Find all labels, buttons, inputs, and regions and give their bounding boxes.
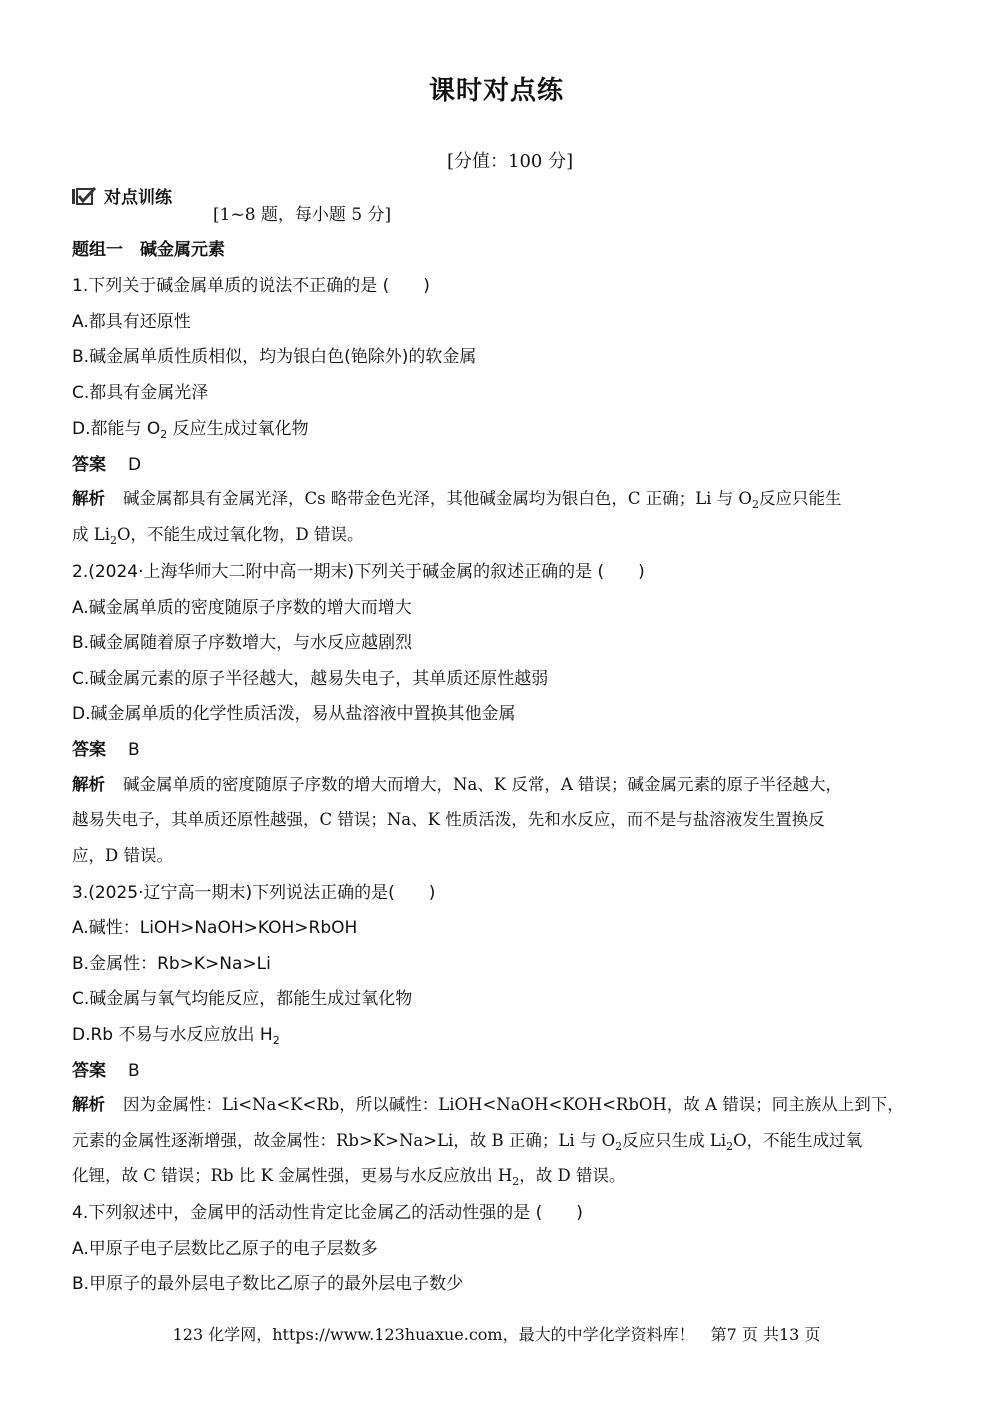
- q1-explanation-line2: 成 $Li_2O$，不能生成过氧化物，D 错误。: [72, 525, 364, 547]
- q2-stem: 2.(2024·上海华师大二附中高一期末)下列关于碱金属的叙述正确的是 ( ): [72, 562, 645, 582]
- q3-option-d: D.Rb 不易与水反应放出 $H_2$: [72, 1025, 280, 1047]
- q3-explanation-line2: 元素的金属性逐渐增强，故金属性：Rb>K>Na>Li，故 B 正确；Li 与 $O_2$反应只生成 $Li_2O$，不能生成过氧: [72, 1131, 863, 1153]
- q3-stem: 3.(2025·辽宁高一期末)下列说法正确的是( ): [72, 883, 436, 903]
- q3-option-c: C.碱金属与氧气均能反应，都能生成过氧化物: [72, 989, 413, 1009]
- q2-option-b: B.碱金属随着原子序数增大，与水反应越剧烈: [72, 633, 413, 653]
- q3-option-b: B.金属性：Rb>K>Na>Li: [72, 954, 271, 974]
- q4-option-b: B.甲原子的最外层电子数比乙原子的最外层电子数少: [72, 1274, 464, 1294]
- q1-option-a: A.都具有还原性: [72, 312, 191, 332]
- q4-stem: 4.下列叙述中，金属甲的活动性肯定比金属乙的活动性强的是 ( ): [72, 1203, 583, 1223]
- q1-option-c: C.都具有金属光泽: [72, 383, 209, 403]
- q1-option-d: D.都能与 $O_2$ 反应生成过氧化物: [72, 419, 309, 441]
- q1-option-b: B.碱金属单质性质相似，均为银白色(铯除外)的软金属: [72, 347, 477, 367]
- q2-option-a: A.碱金属单质的密度随原子序数的增大而增大: [72, 598, 412, 618]
- page-title: 课时对点练: [428, 76, 564, 106]
- q3-explanation-line1: 解析 因为金属性：Li<Na<K<Rb，所以碱性：LiOH<NaOH<KOH<RbOH，故 A 错误；同主族从上到下，: [72, 1095, 904, 1114]
- q3-explanation-line3: 化锂，故 C 错误；Rb 比 K 金属性强，更易与水反应放出 $H_2$，故 D 错误。: [72, 1166, 626, 1188]
- section-note: [1~8 题，每小题 5 分]: [213, 205, 392, 225]
- q1-answer: 答案 D: [72, 455, 142, 475]
- group-heading: 题组一 碱金属元素: [72, 240, 225, 260]
- q1-stem: 1.下列关于碱金属单质的说法不正确的是 ( ): [72, 276, 430, 296]
- q2-explanation-line3: 应，D 错误。: [72, 846, 173, 865]
- checkbox-check-icon: [72, 187, 96, 205]
- score-note: [分值：100 分]: [447, 151, 574, 172]
- section-label: 对点训练: [104, 188, 172, 208]
- q2-option-c: C.碱金属元素的原子半径越大，越易失电子，其单质还原性越弱: [72, 669, 549, 689]
- q2-answer: 答案 B: [72, 740, 140, 760]
- q2-explanation-line1: 解析 碱金属单质的密度随原子序数的增大而增大，Na、K 反常，A 错误；碱金属元素的原子半径越大，: [72, 775, 843, 794]
- q3-answer: 答案 B: [72, 1061, 140, 1081]
- section-heading: [72, 183, 172, 208]
- q4-option-a: A.甲原子电子层数比乙原子的电子层数多: [72, 1239, 378, 1259]
- q2-option-d: D.碱金属单质的化学性质活泼，易从盐溶液中置换其他金属: [72, 704, 516, 724]
- page-footer: 123 化学网，https://www.123huaxue.com，最大的中学化学资料库！ 第7 页 共13 页: [172, 1325, 821, 1344]
- q1-explanation-line1: 解析 碱金属都具有金属光泽，Cs 略带金色光泽，其他碱金属均为银白色，C 正确；Li 与 $O_2$反应只能生: [72, 489, 842, 511]
- q2-explanation-line2: 越易失电子，其单质还原性越强，C 错误；Na、K 性质活泼，先和水反应，而不是与盐溶液发生置换反: [72, 810, 825, 829]
- q3-option-a: A.碱性：LiOH>NaOH>KOH>RbOH: [72, 918, 358, 938]
